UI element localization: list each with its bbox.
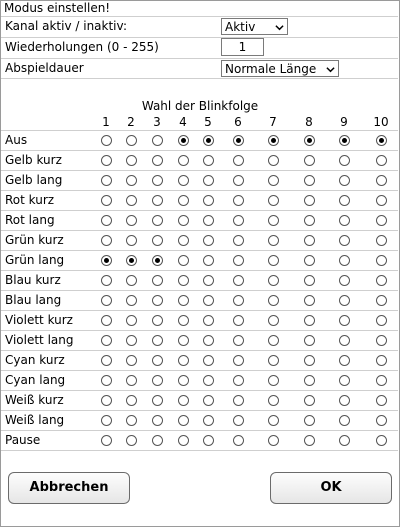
spacer-row — [1, 78, 398, 99]
radio-button[interactable] — [178, 315, 189, 326]
radio-button[interactable] — [126, 435, 137, 446]
radio-button[interactable] — [304, 435, 315, 446]
abspieldauer-label: Abspieldauer — [5, 61, 84, 75]
radio-button[interactable] — [178, 375, 189, 386]
radio-button[interactable] — [268, 435, 279, 446]
radio-button[interactable] — [152, 135, 163, 146]
radio-button[interactable] — [126, 215, 137, 226]
chevron-down-icon — [275, 23, 284, 32]
table-row — [1, 270, 398, 291]
radio-button[interactable] — [203, 155, 214, 166]
radio-button[interactable] — [203, 355, 214, 366]
wiederholungen-input[interactable]: 1 — [221, 38, 264, 56]
radio-button[interactable] — [178, 175, 189, 186]
radio-button[interactable] — [376, 415, 387, 426]
radio-button[interactable] — [268, 335, 279, 346]
radio-button[interactable] — [233, 355, 244, 366]
radio-button[interactable] — [152, 295, 163, 306]
kanal-label: Kanal aktiv / inaktiv: — [5, 19, 128, 33]
radio-button[interactable] — [376, 255, 387, 266]
radio-button[interactable] — [376, 235, 387, 246]
radio-button[interactable] — [376, 215, 387, 226]
table-row — [1, 250, 398, 271]
table-row — [1, 290, 398, 311]
radio-button[interactable] — [339, 275, 350, 286]
radio-button[interactable] — [178, 295, 189, 306]
radio-button[interactable] — [178, 355, 189, 366]
column-header: 4 — [179, 115, 187, 129]
radio-button[interactable] — [101, 235, 112, 246]
radio-button[interactable] — [268, 255, 279, 266]
radio-button[interactable] — [126, 315, 137, 326]
table-row — [1, 310, 398, 331]
radio-button[interactable] — [339, 235, 350, 246]
radio-button[interactable] — [101, 275, 112, 286]
radio-button[interactable] — [233, 215, 244, 226]
radio-button[interactable] — [304, 335, 315, 346]
radio-button[interactable] — [233, 235, 244, 246]
radio-button[interactable] — [203, 215, 214, 226]
radio-button[interactable] — [203, 375, 214, 386]
radio-button[interactable] — [304, 195, 315, 206]
radio-button[interactable] — [203, 255, 214, 266]
row-label: Rot kurz — [5, 193, 55, 207]
radio-button[interactable] — [376, 175, 387, 186]
row-label: Gelb kurz — [5, 153, 62, 167]
radio-button[interactable] — [178, 275, 189, 286]
radio-button[interactable] — [339, 135, 350, 146]
table-row — [1, 130, 398, 151]
radio-button[interactable] — [339, 415, 350, 426]
radio-button[interactable] — [152, 435, 163, 446]
radio-button[interactable] — [178, 255, 189, 266]
radio-button[interactable] — [178, 215, 189, 226]
radio-button[interactable] — [152, 335, 163, 346]
column-header: 5 — [204, 115, 212, 129]
radio-button[interactable] — [376, 295, 387, 306]
column-header: 3 — [153, 115, 161, 129]
radio-button[interactable] — [101, 415, 112, 426]
radio-button[interactable] — [304, 135, 315, 146]
table-row — [1, 170, 398, 191]
radio-button[interactable] — [376, 275, 387, 286]
radio-button[interactable] — [376, 355, 387, 366]
abspieldauer-row — [1, 58, 398, 79]
radio-button[interactable] — [126, 395, 137, 406]
radio-button[interactable] — [339, 155, 350, 166]
radio-button[interactable] — [101, 195, 112, 206]
row-label: Weiß kurz — [5, 393, 64, 407]
radio-button[interactable] — [203, 275, 214, 286]
row-label: Rot lang — [5, 213, 55, 227]
radio-button[interactable] — [339, 295, 350, 306]
radio-button[interactable] — [101, 395, 112, 406]
radio-button[interactable] — [233, 155, 244, 166]
radio-button[interactable] — [152, 375, 163, 386]
column-header: 6 — [234, 115, 242, 129]
row-label: Cyan lang — [5, 373, 66, 387]
radio-button[interactable] — [152, 415, 163, 426]
radio-button[interactable] — [339, 435, 350, 446]
radio-button[interactable] — [203, 395, 214, 406]
cancel-button[interactable]: Abbrechen — [8, 472, 130, 504]
radio-button[interactable] — [152, 235, 163, 246]
radio-button[interactable] — [339, 175, 350, 186]
radio-button[interactable] — [152, 255, 163, 266]
radio-button[interactable] — [304, 395, 315, 406]
table-row — [1, 210, 398, 231]
blinkfolge-title: Wahl der Blinkfolge — [141, 99, 259, 113]
radio-button[interactable] — [339, 355, 350, 366]
radio-button[interactable] — [203, 415, 214, 426]
radio-button[interactable] — [268, 195, 279, 206]
radio-button[interactable] — [339, 335, 350, 346]
radio-button[interactable] — [101, 335, 112, 346]
radio-button[interactable] — [233, 335, 244, 346]
radio-button[interactable] — [233, 395, 244, 406]
radio-button[interactable] — [101, 215, 112, 226]
radio-button[interactable] — [101, 435, 112, 446]
row-label: Violett kurz — [5, 313, 73, 327]
table-row — [1, 390, 398, 411]
radio-button[interactable] — [304, 355, 315, 366]
radio-button[interactable] — [152, 175, 163, 186]
radio-button[interactable] — [152, 275, 163, 286]
radio-button[interactable] — [268, 315, 279, 326]
radio-button[interactable] — [304, 175, 315, 186]
radio-button[interactable] — [376, 435, 387, 446]
table-row — [1, 150, 398, 171]
radio-button[interactable] — [101, 355, 112, 366]
table-row — [1, 410, 398, 431]
radio-button[interactable] — [178, 395, 189, 406]
radio-button[interactable] — [304, 275, 315, 286]
row-label: Cyan kurz — [5, 353, 65, 367]
radio-button[interactable] — [126, 255, 137, 266]
row-label: Gelb lang — [5, 173, 63, 187]
radio-button[interactable] — [126, 355, 137, 366]
column-header: 8 — [305, 115, 313, 129]
table-row — [1, 370, 398, 391]
radio-button[interactable] — [233, 375, 244, 386]
radio-button[interactable] — [126, 195, 137, 206]
radio-button[interactable] — [304, 375, 315, 386]
row-label: Aus — [5, 133, 28, 147]
radio-button[interactable] — [178, 135, 189, 146]
radio-button[interactable] — [339, 315, 350, 326]
radio-button[interactable] — [126, 415, 137, 426]
radio-button[interactable] — [101, 175, 112, 186]
radio-button[interactable] — [268, 155, 279, 166]
row-label: Pause — [5, 433, 41, 447]
radio-button[interactable] — [268, 235, 279, 246]
radio-button[interactable] — [101, 255, 112, 266]
radio-button[interactable] — [233, 195, 244, 206]
radio-button[interactable] — [126, 155, 137, 166]
radio-button[interactable] — [152, 395, 163, 406]
radio-button[interactable] — [268, 375, 279, 386]
radio-button[interactable] — [101, 155, 112, 166]
radio-button[interactable] — [304, 155, 315, 166]
radio-button[interactable] — [101, 135, 112, 146]
radio-button[interactable] — [233, 135, 244, 146]
radio-button[interactable] — [376, 395, 387, 406]
radio-button[interactable] — [376, 375, 387, 386]
radio-button[interactable] — [126, 275, 137, 286]
radio-button[interactable] — [152, 355, 163, 366]
radio-button[interactable] — [304, 295, 315, 306]
radio-button[interactable] — [126, 175, 137, 186]
table-row — [1, 230, 398, 251]
radio-button[interactable] — [126, 375, 137, 386]
radio-button[interactable] — [268, 415, 279, 426]
radio-button[interactable] — [233, 295, 244, 306]
column-header: 2 — [127, 115, 135, 129]
radio-button[interactable] — [339, 215, 350, 226]
row-label: Weiß lang — [5, 413, 65, 427]
wiederholungen-row — [1, 37, 398, 58]
dialog-title: Modus einstellen! — [4, 1, 111, 15]
radio-button[interactable] — [178, 235, 189, 246]
row-label: Blau lang — [5, 293, 62, 307]
radio-button[interactable] — [152, 155, 163, 166]
radio-button[interactable] — [152, 215, 163, 226]
row-label: Blau kurz — [5, 273, 61, 287]
column-header: 7 — [269, 115, 277, 129]
radio-button[interactable] — [178, 435, 189, 446]
ok-button[interactable]: OK — [270, 472, 392, 504]
radio-button[interactable] — [339, 195, 350, 206]
row-label: Grün kurz — [5, 233, 64, 247]
radio-button[interactable] — [233, 255, 244, 266]
abspieldauer-select[interactable] — [221, 60, 339, 77]
radio-button[interactable] — [203, 335, 214, 346]
radio-button[interactable] — [268, 175, 279, 186]
radio-button[interactable] — [178, 155, 189, 166]
radio-button[interactable] — [233, 435, 244, 446]
radio-button[interactable] — [101, 375, 112, 386]
table-row — [1, 430, 398, 451]
wiederholungen-label: Wiederholungen (0 - 255) — [5, 40, 159, 54]
radio-button[interactable] — [101, 295, 112, 306]
radio-button[interactable] — [339, 395, 350, 406]
radio-button[interactable] — [268, 295, 279, 306]
radio-button[interactable] — [126, 335, 137, 346]
column-header: 10 — [373, 115, 389, 129]
radio-button[interactable] — [178, 335, 189, 346]
grid-divider — [1, 450, 398, 451]
radio-button[interactable] — [233, 175, 244, 186]
radio-button[interactable] — [376, 315, 387, 326]
radio-button[interactable] — [152, 195, 163, 206]
radio-button[interactable] — [203, 195, 214, 206]
radio-button[interactable] — [233, 275, 244, 286]
radio-button[interactable] — [233, 315, 244, 326]
radio-button[interactable] — [376, 135, 387, 146]
radio-button[interactable] — [376, 155, 387, 166]
kanal-row — [1, 16, 398, 37]
kanal-select-value: Aktiv — [225, 20, 256, 34]
radio-button[interactable] — [203, 295, 214, 306]
radio-button[interactable] — [268, 395, 279, 406]
radio-button[interactable] — [339, 255, 350, 266]
column-header: 9 — [340, 115, 348, 129]
radio-button[interactable] — [203, 175, 214, 186]
radio-button[interactable] — [376, 335, 387, 346]
radio-button[interactable] — [178, 415, 189, 426]
radio-button[interactable] — [203, 435, 214, 446]
radio-button[interactable] — [268, 215, 279, 226]
radio-button[interactable] — [304, 235, 315, 246]
radio-button[interactable] — [126, 295, 137, 306]
radio-button[interactable] — [304, 415, 315, 426]
radio-button[interactable] — [339, 375, 350, 386]
table-row — [1, 330, 398, 351]
radio-button[interactable] — [126, 135, 137, 146]
abspieldauer-select-value: Normale Länge — [225, 62, 317, 76]
radio-button[interactable] — [101, 315, 112, 326]
chevron-down-icon — [326, 65, 335, 74]
radio-button[interactable] — [304, 255, 315, 266]
radio-button[interactable] — [203, 315, 214, 326]
table-row — [1, 350, 398, 371]
radio-button[interactable] — [203, 135, 214, 146]
table-row — [1, 190, 398, 211]
radio-button[interactable] — [304, 215, 315, 226]
radio-button[interactable] — [126, 235, 137, 246]
column-header: 1 — [102, 115, 110, 129]
radio-button[interactable] — [376, 195, 387, 206]
radio-button[interactable] — [268, 135, 279, 146]
row-label: Grün lang — [5, 253, 65, 267]
radio-button[interactable] — [178, 195, 189, 206]
radio-button[interactable] — [203, 235, 214, 246]
row-label: Violett lang — [5, 333, 74, 347]
radio-button[interactable] — [268, 275, 279, 286]
radio-button[interactable] — [304, 315, 315, 326]
radio-button[interactable] — [152, 315, 163, 326]
kanal-select[interactable] — [221, 18, 288, 35]
radio-button[interactable] — [268, 355, 279, 366]
radio-button[interactable] — [233, 415, 244, 426]
